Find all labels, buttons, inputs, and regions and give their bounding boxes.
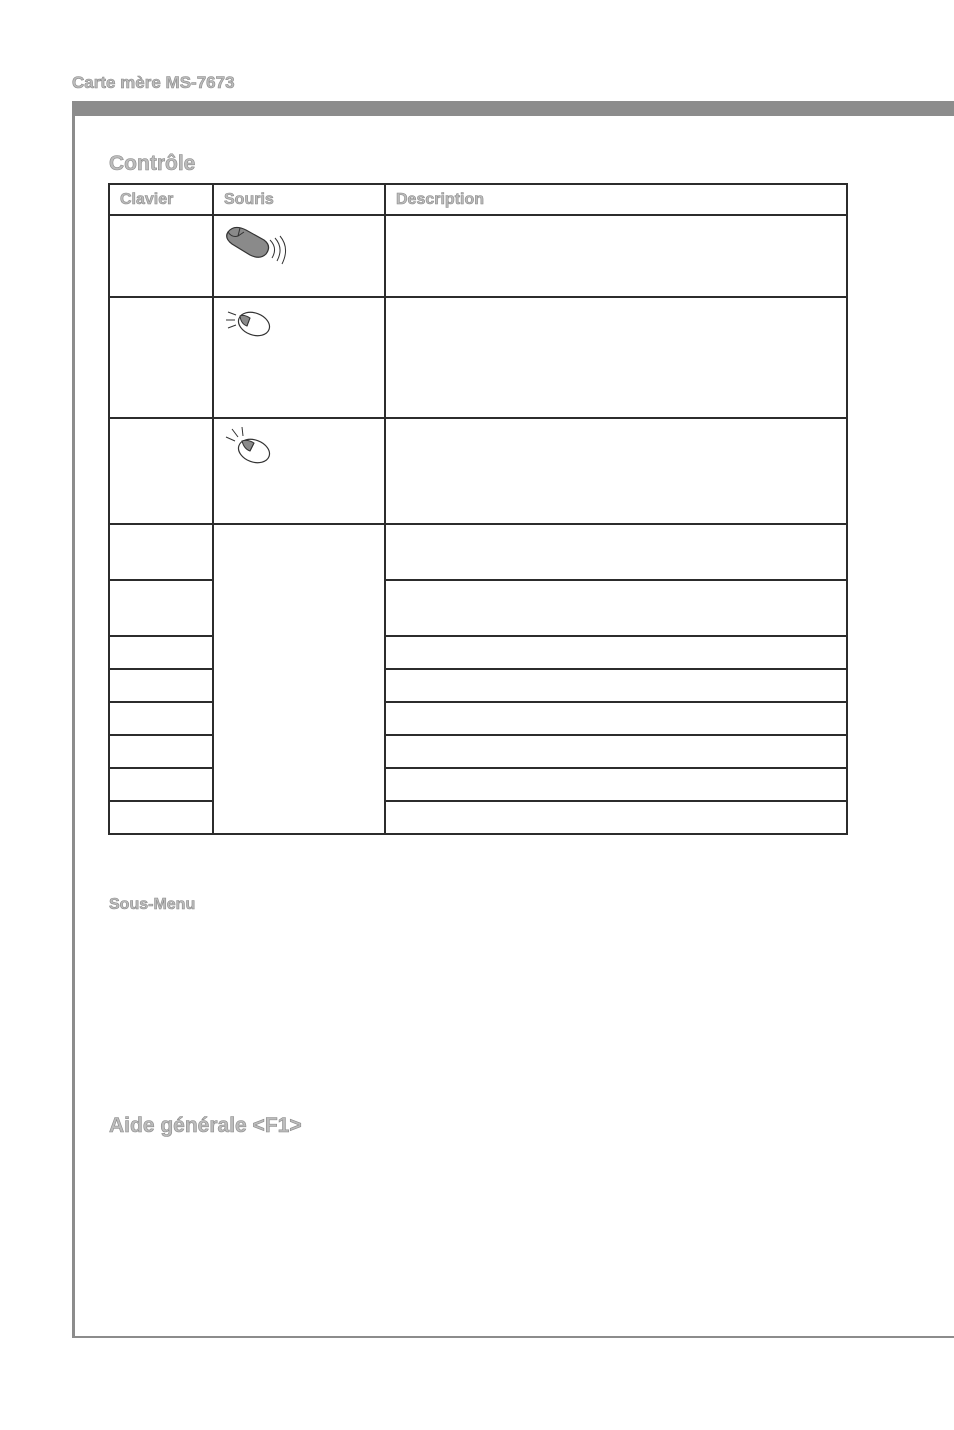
clavier-cell xyxy=(109,801,213,834)
description-cell xyxy=(385,215,847,297)
clavier-cell xyxy=(109,524,213,580)
control-table xyxy=(108,183,848,835)
clavier-cell xyxy=(109,669,213,702)
mouse-move-icon xyxy=(222,222,302,268)
description-cell xyxy=(385,768,847,801)
clavier-cell xyxy=(109,702,213,735)
column-header-clavier: Clavier xyxy=(109,184,213,215)
clavier-cell xyxy=(109,297,213,418)
section-title-controle: Contrôle xyxy=(109,152,196,175)
description-cell xyxy=(385,636,847,669)
table-header-row xyxy=(109,184,847,215)
clavier-cell xyxy=(109,580,213,636)
column-header-description: Description xyxy=(385,184,847,215)
clavier-cell xyxy=(109,735,213,768)
table-row xyxy=(109,418,847,524)
clavier-cell xyxy=(109,418,213,524)
description-cell xyxy=(385,418,847,524)
description-cell xyxy=(385,801,847,834)
clavier-cell xyxy=(109,768,213,801)
table-row xyxy=(109,215,847,297)
clavier-cell xyxy=(109,215,213,297)
mouse-left-click-icon xyxy=(222,304,282,340)
souris-cell xyxy=(213,215,385,297)
description-cell xyxy=(385,580,847,636)
section-title-sous-menu: Sous-Menu xyxy=(109,896,196,913)
header-bar xyxy=(72,101,954,116)
left-margin-rule xyxy=(72,101,75,1338)
description-cell xyxy=(385,297,847,418)
description-cell xyxy=(385,702,847,735)
souris-cell xyxy=(213,297,385,418)
souris-cell xyxy=(213,418,385,524)
souris-cell-empty xyxy=(213,524,385,834)
mouse-right-click-icon xyxy=(222,425,282,467)
description-cell xyxy=(385,524,847,580)
description-cell xyxy=(385,735,847,768)
section-title-aide-generale: Aide générale <F1> xyxy=(109,1114,302,1137)
page-header-label: Carte mère MS-7673 xyxy=(72,73,235,92)
description-cell xyxy=(385,669,847,702)
table-row xyxy=(109,297,847,418)
footer-rule xyxy=(72,1336,954,1338)
table-row xyxy=(109,524,847,580)
column-header-souris: Souris xyxy=(213,184,385,215)
clavier-cell xyxy=(109,636,213,669)
